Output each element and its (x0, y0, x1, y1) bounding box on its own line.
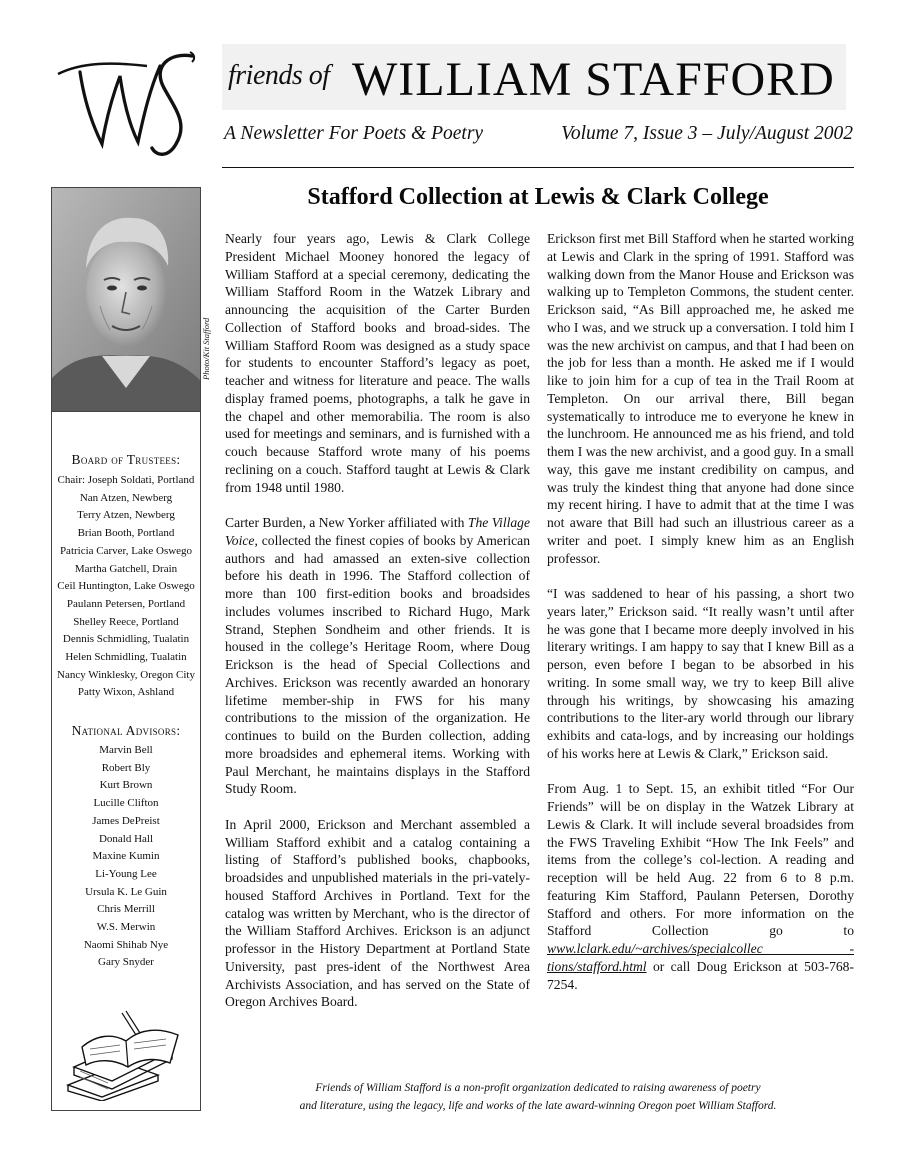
board-list (52, 472, 200, 702)
board-member: Terry Atzen, Newberg (77, 509, 175, 522)
issue-info: Volume 7, Issue 3 – July/August 2002 (561, 123, 853, 144)
books-illustration (62, 1005, 192, 1101)
board-member: Patty Wixon, Ashland (77, 686, 175, 699)
board-member: Helen Schmidling, Tualatin (65, 651, 187, 664)
article-paragraph: Erickson first met Bill Stafford when he started working at Lewis and Clark in the spring of 1991. Stafford was walking down from the Manor House and Erickson was walking up to Templeton Commons, the student center. Erickson said, “As Bill approached me, he asked me who I was, and we struck up a conversation. I told him I was the new archivist on campus, and that I had been on the job for less than a month. He asked me if I would like to join him for a cup of tea in the Trail Room at Templeton. On our arrival there, Bill began systematically to introduce me to everyone he knew in the lunchroom. He announced me as his friend, and told them I was the new archivist, and a good guy. In a small way, this gave me instant credibility on campus, and was truly the kindest thing that anyone had done since my recent hiring. I have to admit that at the time I was not aware that Bill had such an illustrious career as a writer and poet. I simply knew him as an English professor. (547, 231, 854, 566)
advisor: Gary Snyder (98, 956, 154, 969)
board-heading: Board of Trustees: (71, 452, 181, 467)
footer-line: and literature, using the legacy, life and works of the late award-winning Oregon poet William Stafford. (299, 1100, 777, 1112)
advisor: Maxine Kumin (92, 850, 160, 863)
board-member: Patricia Carver, Lake Oswego (59, 544, 193, 557)
board-member: Paulann Petersen, Portland (66, 597, 186, 610)
board-member: Ceil Huntington, Lake Oswego (57, 580, 195, 593)
board-member: Martha Gatchell, Drain (74, 562, 178, 575)
board-member: Nancy Winklesky, Oregon City (57, 668, 195, 681)
article-headline: Stafford Collection at Lewis & Clark College (307, 184, 769, 210)
advisor: Kurt Brown (99, 779, 153, 792)
article-column-right (547, 230, 854, 993)
masthead-tagline: A Newsletter For Poets & Poetry (224, 123, 484, 144)
advisor: Ursula K. Le Guin (85, 885, 167, 898)
portrait-illustration (52, 188, 200, 412)
sidebar (51, 187, 201, 1111)
advisor: Chris Merrill (97, 903, 155, 916)
advisors-list (52, 742, 200, 972)
article-paragraph: Nearly four years ago, Lewis & Clark College President Michael Mooney honored the legacy of William Stafford at a special ceremony, dedicating the William Stafford Room in the Watzek Library and announcing the acquisition of the Carter Burden Collection of Stafford books and broad-sides. The William Stafford Room was designed as a study space for students to encounter Stafford’s legacy as poet, teacher and witness for literature and peace. The walls display framed poems, photographs, a talk he gave in the chapel and other memorabilia. The room is also used for meetings and seminars, and is furnished with a couch because Stafford wrote many of his poems reclining on a couch. Stafford taught at Lewis & Clark from 1948 until 1980. (225, 231, 530, 495)
article-paragraph: Carter Burden, a New Yorker affiliated with The Village Voice, collected the finest copies of books by American authors and had amassed an exten-sive collection before his death in 1996. The Stafford collection of more than 100 first-edition books and broadsides includes volumes inscribed to Richard Hugo, Mark Strand, Stephen Sondheim and other friends. It is housed in the college’s Heritage Room, where Doug Erickson is the head of Special Collections and Archives. Erickson was recently awarded an honorary lifetime member-ship in FWS for his many contributions to the mission of the organization. He continues to build on the Burden collection, adding more broadsides and ephemeral items. Working with Paul Merchant, he maintains displays in the Stafford Study Room. (225, 515, 531, 797)
advisor: W.S. Merwin (96, 921, 156, 934)
board-member: Nan Atzen, Newberg (79, 491, 173, 504)
stafford-portrait-photo (52, 188, 200, 412)
article-paragraph: From Aug. 1 to Sept. 15, an exhibit titled “For Our Friends” will be on display in the Watzek Library at Lewis & Clark. It will include several broadsides from the FWS Traveling Exhibit “How The Ink Feels” and items from the college’s col-lection. A reading and reception will be held Aug. 22 from 6 to 8 p.m. featuring Kim Stafford, Paulann Petersen, Dorothy Stafford and others. For more information on the Stafford Collection go to www.lclark.edu/~archives/specialcollec -tions/stafford.html or call Doug Erickson at 503-768-7254. (547, 781, 854, 992)
board-member: Chair: Joseph Soldati, Portland (57, 474, 195, 486)
header-divider (222, 167, 854, 168)
advisor: James DePreist (92, 814, 160, 827)
publication-title: The Village Voice (225, 515, 531, 548)
advisor: Lucille Clifton (93, 797, 159, 810)
ws-monogram-logo (52, 44, 202, 164)
advisor: Donald Hall (98, 832, 154, 845)
advisor: Robert Bly (101, 761, 151, 774)
advisor: Naomi Shihab Nye (83, 938, 169, 951)
footer-line: Friends of William Stafford is a non-profit organization dedicated to raising awareness of poetry (315, 1082, 761, 1094)
advisor: Marvin Bell (99, 744, 153, 756)
article-column-left (225, 230, 530, 1011)
article-paragraph: “I was saddened to hear of his passing, a short two years later,” Erickson said. “It really wasn’t until after he was gone that I became more deeply involved in his literary writings. I am happy to say that I knew Bill as a person, even before I began to be absorbed in his writing. In some small way, we try to keep Bill alive through his writings, by showcasing his amazing contributions to the liter-ary world through our library exhibits and cata-logs, and by increasing our holdings of his works here at Lewis & Clark,” Erickson said. (547, 586, 854, 761)
photo-credit: Photo/Kit Stafford (201, 317, 211, 380)
masthead-title: WILLIAM STAFFORD (352, 53, 835, 106)
masthead-friends-of: friends of (228, 60, 330, 91)
stafford-collection-link[interactable]: www.lclark.edu/~archives/specialcollec -tions/stafford.html (547, 941, 854, 974)
board-member: Dennis Schmidling, Tualatin (62, 633, 190, 646)
board-member: Shelley Reece, Portland (73, 615, 179, 628)
article-paragraph: In April 2000, Erickson and Merchant assembled a William Stafford exhibit and a catalog containing a listing of Stafford’s published books, chapbooks, broadsides and unpublished materials in the pri-vately-housed Stafford Archives in Portland. Text for the catalog was written by Merchant, who is the director of the William Stafford Archives. Erickson is an adjunct professor in the History Department at Portland State University, past pres-ident of the Northwest Area Archivists Association, and has served on the State of Oregon Archives Board. (225, 816, 530, 1010)
advisor: Li-Young Lee (95, 867, 157, 880)
footer-mission-statement (222, 1079, 854, 1115)
board-member: Brian Booth, Portland (77, 527, 175, 540)
advisors-heading: National Advisors: (71, 723, 181, 738)
